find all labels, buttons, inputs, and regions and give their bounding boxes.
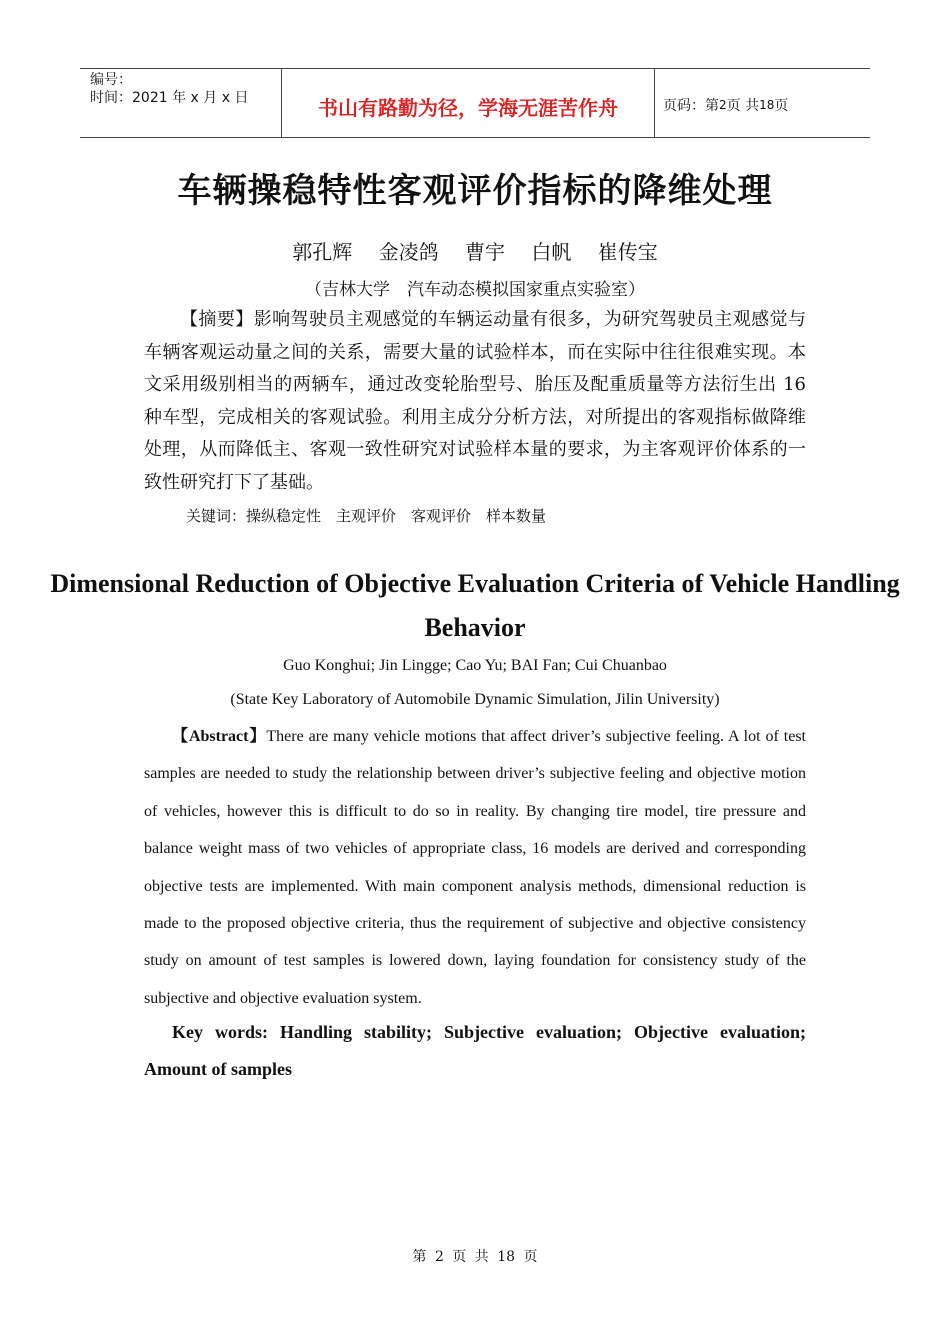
- abstract-cn-label: 【摘要】: [180, 309, 254, 330]
- date-line: [90, 89, 281, 107]
- page-footer: 第 2 页 共 18 页: [412, 1249, 538, 1265]
- authors-cn: 郭孔辉 金凌鸽 曹宇 白帆 崔传宝: [292, 240, 658, 264]
- affiliation-en: (State Key Laboratory of Automobile Dynamic Simulation, Jilin University): [230, 691, 720, 708]
- page-total: 18: [759, 98, 775, 112]
- affiliation-cn: （吉林大学 汽车动态模拟国家重点实验室）: [305, 280, 645, 300]
- paper-title-cn: 车辆操稳特性客观评价指标的降维处理: [177, 171, 773, 211]
- page-number: 2: [719, 98, 727, 112]
- abstract-en-label: 【Abstract】: [172, 728, 267, 745]
- header-page-info: [655, 69, 870, 137]
- abstract-en-text: There are many vehicle motions that affect driver’s subjective feeling. A lot of test samples are needed to study the relationship between driver’s subjective feeling and objective motion of vehicles, however this is difficult to do so in reality. By changing tire model, tire pressure and balance weight mass of two vehicles of appropriate class, 16 models are derived and corresponding objective tests are implemented. With main component analysis methods, dimensional reduction is made to the proposed objective criteria, thus the requirement of subjective and objective consistency study on amount of test samples is lowered down, laying foundation for consistency study of the subjective and objective evaluation system.: [144, 728, 807, 1007]
- document-header: [80, 68, 870, 138]
- date-prefix: 时间：: [90, 90, 132, 106]
- authors-en: Guo Konghui; Jin Lingge; Cao Yu; BAI Fan; Cui Chuanbao: [283, 657, 667, 674]
- page-mid: 页 共: [726, 98, 760, 114]
- page-label: 页码：第: [663, 98, 719, 114]
- abstract-cn: [144, 304, 806, 499]
- paper-title-en: Dimensional Reduction of Objective Evaluation Criteria of Vehicle Handling Behavior: [50, 569, 900, 642]
- number-label: 编号：: [90, 72, 132, 88]
- date-value: 2021 年 x 月 x 日: [132, 90, 249, 106]
- header-meta: [80, 69, 281, 137]
- header-motto: 书山有路勤为径，学海无涯苦作舟: [281, 69, 655, 137]
- keywords-cn: 关键词：操纵稳定性 主观评价 客观评价 样本数量: [186, 507, 547, 525]
- keywords-en: Key words: Handling stability; Subjective evaluation; Objective evaluation; Amount of samples: [144, 1022, 806, 1079]
- abstract-cn-text: 影响驾驶员主观感觉的车辆运动量有很多，为研究驾驶员主观感觉与车辆客观运动量之间的关系，需要大量的试验样本，而在实际中往往很难实现。本文采用级别相当的两辆车，通过改变轮胎型号、胎压及配重质量等方法衍生出 16 种车型，完成相关的客观试验。利用主成分分析方法，对所提出的客观指标做降维处理，从而降低主、客观一致性研究对试验样本量的要求，为主客观评价体系的一致性研究打下了基础。: [144, 309, 807, 493]
- page-end: 页: [774, 98, 789, 114]
- abstract-en: [144, 718, 806, 1017]
